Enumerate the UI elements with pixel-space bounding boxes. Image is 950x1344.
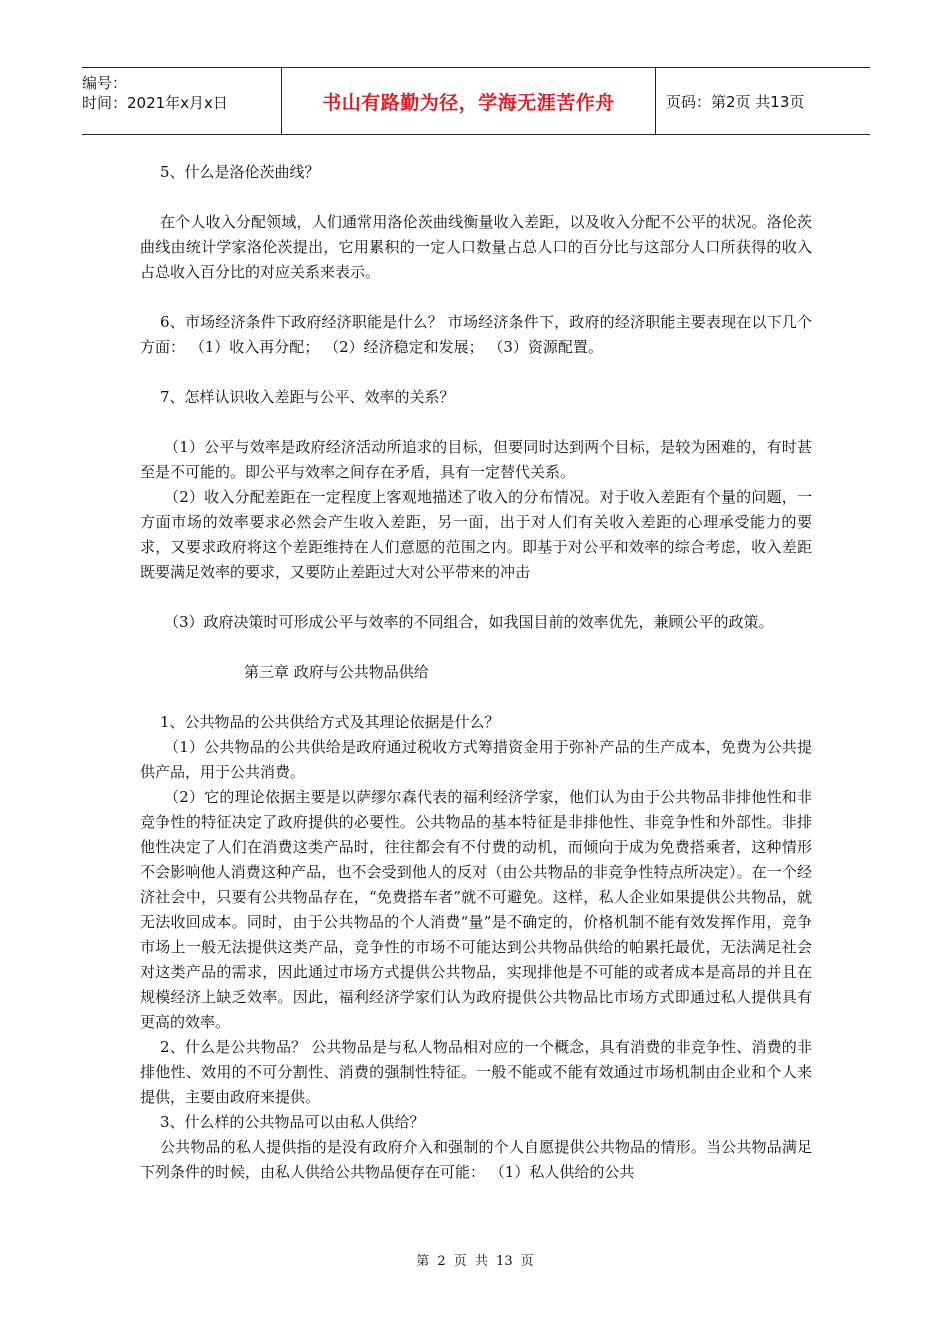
page-header	[82, 67, 870, 135]
header-motto-cell	[282, 68, 656, 134]
chapter-question-2: 2、什么是公共物品？ 公共物品是与私人物品相对应的一个概念，具有消费的非竞争性、消费的非排他性、效用的不可分割性、消费的强制性特征。一般不能或不能有效通过市场机制由企业和个人来提供，主要由政府来提供。	[140, 1038, 812, 1106]
document-number: 编号：	[82, 74, 128, 92]
chapter-question-1-paragraph-2: （2）它的理论依据主要是以萨缪尔森代表的福利经济学家，他们认为由于公共物品非排他性和非竞争性的特征决定了政府提供的必要性。公共物品的基本特征是非排他性、非竞争性和外部性。非排他性决定了人们在消费这类产品时，往往都会有不付费的动机，而倾向于成为免费搭乘者，这种情形不会影响他人消费这种产品，也不会受到他人的反对（由公共物品的非竞争性特点所决定）。在一个经济社会中，只要有公共物品存在，“免费搭车者”就不可避免。这样，私人企业如果提供公共物品，就无法收回成本。同时，由于公共物品的个人消费“量”是不确定的，价格机制不能有效发挥作用，竞争市场上一般无法提供这类产品，竞争性的市场不可能达到公共物品供给的帕累托最优，无法满足社会对这类产品的需求，因此通过市场方式提供公共物品，实现排他是不可能的或者成本是高昂的并且在规模经济上缺乏效率。因此，福利经济学家们认为政府提供公共物品比市场方式即通过私人提供具有更高的效率。	[140, 788, 812, 1031]
question-6: 6、市场经济条件下政府经济职能是什么？ 市场经济条件下，政府的经济职能主要表现在以下几个方面： （1）收入再分配； （2）经济稳定和发展； （3）资源配置。	[140, 313, 812, 356]
question-7-title: 7、怎样认识收入差距与公平、效率的关系？	[160, 388, 455, 406]
header-page-cell	[656, 68, 870, 134]
chapter-question-3-paragraph-1: 公共物品的私人提供指的是没有政府介入和强制的个人自愿提供公共物品的情形。当公共物品满足下列条件的时候，由私人供给公共物品便存在可能： （1）私人供给的公共	[140, 1138, 812, 1181]
chapter-title: 第三章 政府与公共物品供给	[244, 663, 429, 681]
header-page-info: 页码：第2页 共13页	[666, 92, 805, 111]
question-7-paragraph-1: （1）公平与效率是政府经济活动所追求的目标，但要同时达到两个目标，是较为困难的，有时甚至是不可能的。即公平与效率之间存在矛盾，具有一定替代关系。	[140, 438, 812, 481]
question-5-answer: 在个人收入分配领域，人们通常用洛伦茨曲线衡量收入差距，以及收入分配不公平的状况。洛伦茨曲线由统计学家洛伦茨提出，它用累积的一定人口数量占总人口的百分比与这部分人口所获得的收入占总收入百分比的对应关系来表示。	[140, 213, 812, 281]
question-5-title: 5、什么是洛伦茨曲线？	[160, 163, 320, 181]
page-footer: 第 2 页 共 13 页	[416, 1254, 534, 1269]
chapter-question-1-title: 1、公共物品的公共供给方式及其理论依据是什么？	[160, 713, 500, 731]
document-date: 时间：2021年x月x日	[82, 94, 228, 112]
question-7-paragraph-2: （2）收入分配差距在一定程度上客观地描述了收入的分布情况。对于收入差距有个量的问题，一方面市场的效率要求必然会产生收入差距，另一面，出于对人们有关收入差距的心理承受能力的要求，又要求政府将这个差距维持在人们意愿的范围之内。即基于对公平和效率的综合考虑，收入差距既要满足效率的要求，又要防止差距过大对公平带来的冲击	[140, 488, 812, 581]
header-meta	[82, 68, 282, 134]
document-body	[140, 160, 812, 1185]
chapter-question-1-paragraph-1: （1）公共物品的公共供给是政府通过税收方式筹措资金用于弥补产品的生产成本，免费为公共提供产品，用于公共消费。	[140, 738, 812, 781]
motto-text: 书山有路勤为径，学海无涯苦作舟	[322, 91, 615, 114]
chapter-question-3-title: 3、什么样的公共物品可以由私人供给？	[160, 1113, 425, 1131]
question-7-paragraph-3: （3）政府决策时可形成公平与效率的不同组合，如我国目前的效率优先，兼顾公平的政策。	[164, 613, 774, 631]
